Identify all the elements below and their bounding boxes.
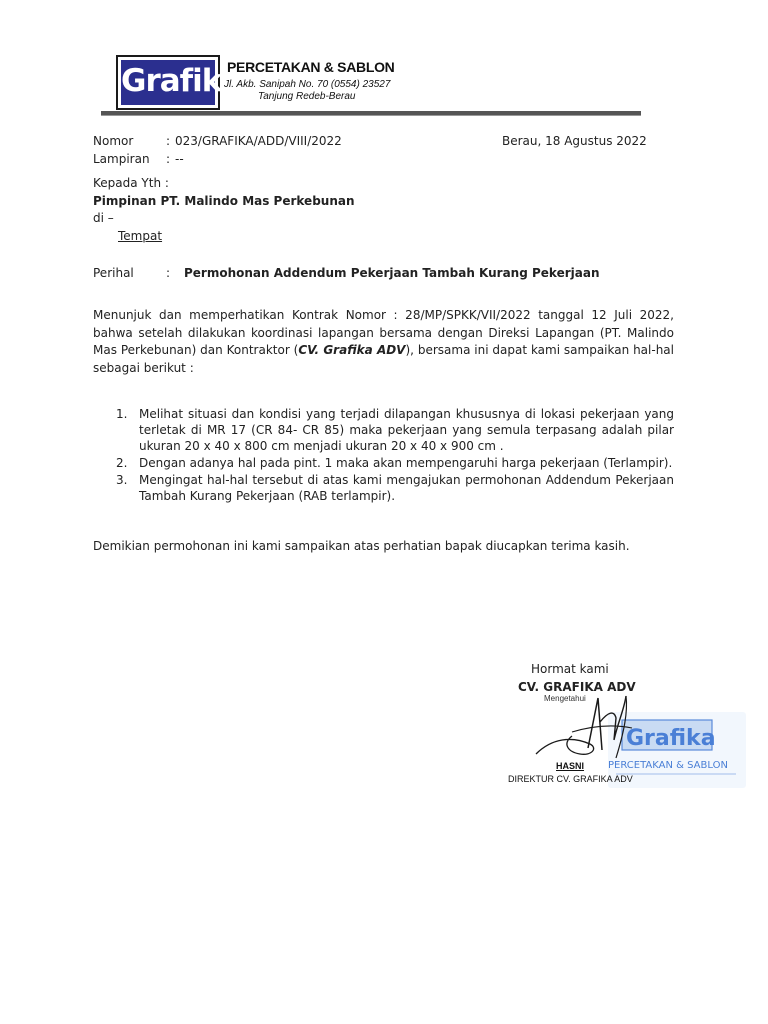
hormat-kami: Hormat kami [531, 662, 609, 676]
list-item-3-text: Mengingat hal-hal tersebut di atas kami mengajukan permohonan Addendum Pekerjaan Tambah Kurang Pekerjaan (RAB terlampir). [139, 473, 674, 503]
stamp-caption: PERCETAKAN & SABLON [608, 760, 728, 771]
recipient-di: di – [93, 211, 114, 225]
lampiran-label: Lampiran [93, 152, 150, 166]
company-name: PERCETAKAN & SABLON [227, 59, 395, 75]
list-item-1-number: 1. [116, 407, 128, 421]
lampiran-value: -- [175, 152, 184, 166]
company-city: Tanjung Redeb-Berau [258, 91, 356, 102]
closing-paragraph: Demikian permohonan ini kami sampaikan atas perhatian bapak diucapkan terima kasih. [93, 539, 630, 553]
signer-name: HASNI [556, 761, 585, 771]
logo-text: Grafika [121, 60, 215, 105]
perihal-value: Permohonan Addendum Pekerjaan Tambah Kurang Pekerjaan [184, 266, 600, 280]
list-item-1-text: Melihat situasi dan kondisi yang terjadi dilapangan khususnya di lokasi pekerjaan yang terletak di MR 17 (CR 84- CR 85) maka pekerjaan yang semula terpasang adalah pilar ukuran 20 x 40 x 800 cm menjadi ukuran 20 x 40 x 900 cm . [139, 407, 674, 453]
mengetahui-label: Mengetahui [544, 694, 586, 703]
perihal-colon: : [166, 266, 171, 280]
company-address: Jl. Akb. Sanipah No. 70 (0554) 23527 [224, 79, 391, 90]
intro-after: ), bersama ini dapat kami sampaikan hal-hal sebagai berikut : [93, 343, 674, 375]
list-item-3-number: 3. [116, 473, 128, 487]
list-item-2-text: Dengan adanya hal pada pint. 1 maka akan mempengaruhi harga pekerjaan (Terlampir). [139, 456, 673, 470]
intro-paragraph [93, 307, 674, 377]
intro-company: CV. Grafika ADV [298, 343, 406, 357]
nomor-label: Nomor [93, 134, 134, 148]
intro-before: Menunjuk dan memperhatikan Kontrak Nomor : 28/MP/SPKK/VII/2022 tanggal 12 Juli 2022, bahwa setelah dilakukan koordinasi lapangan bersama dengan Direksi Lapangan (PT. Malindo Mas Perkebunan) dan Kontraktor ( [93, 308, 674, 357]
list-item-2-number: 2. [116, 456, 128, 470]
place-date: Berau, 18 Agustus 2022 [502, 134, 647, 148]
perihal-label: Perihal [93, 266, 134, 280]
nomor-colon: : [166, 134, 171, 148]
handwritten-signature [532, 692, 642, 772]
nomor-value: 023/GRAFIKA/ADD/VIII/2022 [175, 134, 342, 148]
recipient-kepada: Kepada Yth : [93, 176, 169, 190]
signature-company: CV. GRAFIKA ADV [518, 680, 636, 694]
recipient-tempat: Tempat [118, 229, 163, 243]
company-logo [116, 55, 242, 110]
letterhead-divider [101, 111, 641, 116]
lampiran-colon: : [166, 152, 171, 166]
signer-title: DIREKTUR CV. GRAFIKA ADV [508, 774, 633, 784]
recipient-name: Pimpinan PT. Malindo Mas Perkebunan [93, 194, 355, 208]
stamp-logo-text: Grafika [626, 726, 716, 751]
